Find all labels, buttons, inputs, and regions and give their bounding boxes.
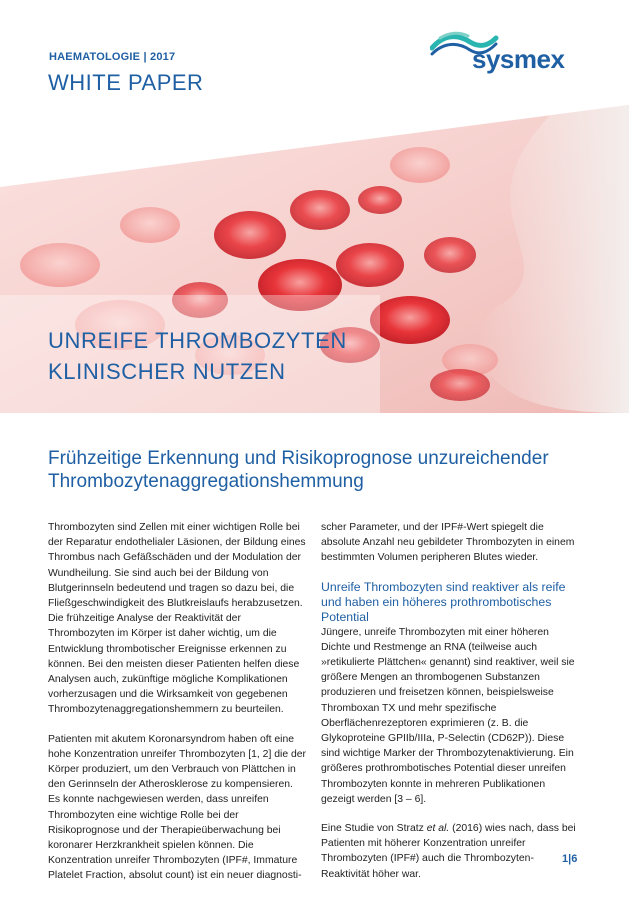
document-subtitle [48,447,588,493]
left-column [48,520,306,898]
subtitle-line-1: Frühzeitige Erkennung und Risikoprognose unzureichender [48,448,549,469]
right-column [321,520,579,896]
page-number: 1|6 [562,853,578,865]
right-paragraph-2: Jüngere, unreife Thrombozyten mit einer höheren Dichte und Restmenge an RNA (teilweise auch »retikulierte Plättchen« genannt) sind reaktiver, weil sie größere Mengen an thrombogenen Substanzen produzieren und freisetzen können, beispielsweise Thromboxan TX und mehr spezifische Oberflächenrezeptoren exprimieren (z. B. die Glykoproteine GPIIb/IIIa, P-Selectin (CD62P)). Diese sind wichtige Marker der Thrombozytenaktivierung. Ein größeres prothrombotisches Potential dieser unreifen Thrombozyten konnte in mehreren Publikationen gezeigt werden [3 – 6]. [321,626,575,805]
hero-title [48,325,347,387]
section-heading: Unreife Thrombozyten sind reaktiver als reife und haben ein höheres prothrombotisches Potential [321,579,566,624]
left-paragraph-1: Thrombozyten sind Zellen mit einer wichtigen Rolle bei der Reparatur endothelialer Läsionen, der Bildung eines Thrombus nach Gefäßschäden und der Modulation der Wundheilung. Sie sind auch bei der Bildung von Blutgerinnseln bedeutend und tragen so dazu bei, die Fließgeschwindigkeit des Blutkreislaufs herabzusetzen. Die frühzeitige Analyse der Reaktivität der Thrombozyten im Körper ist daher wichtig, um die Entwicklung thrombotischer Ereignisse erkennen zu können. Bei den meisten dieser Patienten helfen diese Analysen auch, zukünftige mögliche Komplikationen vorherzusagen und die Wirksamkeit von gegebenen Thrombozytenaggregationshemmern zu beurteilen. [48,522,306,716]
subtitle-line-2: Thrombozytenaggregationshemmung [48,471,364,492]
document-type: WHITE PAPER [48,70,204,95]
right-paragraph-3-end: (2016) wies nach, dass bei Patienten mit höherer Konzentration unreifer Thrombozyten (IPF#) auch die Thrombozyten-Reaktivität höher war. [321,823,576,880]
sysmex-logo [430,30,590,80]
logo-wordmark: sysmex [472,44,565,74]
right-paragraph-3-italic: et al. [426,823,450,835]
right-paragraph-1: scher Parameter, und der IPF#-Wert spiegelt die absolute Anzahl neu gebildeter Thrombozyten in einem bestimmten Volumen peripheren Blutes wieder. [321,522,575,564]
right-paragraph-3 [321,821,579,882]
right-paragraph-3-start: Eine Studie von Stratz [321,823,427,835]
hero-title-line-1: UNREIFE THROMBOZYTEN [48,328,347,353]
header-meta: HAEMATOLOGIE | 2017 [49,51,176,63]
left-paragraph-2: Patienten mit akutem Koronarsyndrom haben oft eine hohe Konzentration unreifer Thrombozyten [1, 2] die der Körper produziert, um den Verbrauch von Plättchen in den Gerinnseln der Atherosklerose zu kompensieren. Es konnte nachgewiesen werden, dass unreifen Thrombozyten eine wichtige Rolle bei der Risikoprognose und der Therapieüberwachung bei koronarer Herzkrankheit spielen können. Die Konzentration unreifer Thrombozyten (IPF#, Immature Platelet Fraction, absolut count) ist ein neuer diagnosti- [48,733,307,882]
hero-title-line-2: KLINISCHER NUTZEN [48,359,286,384]
